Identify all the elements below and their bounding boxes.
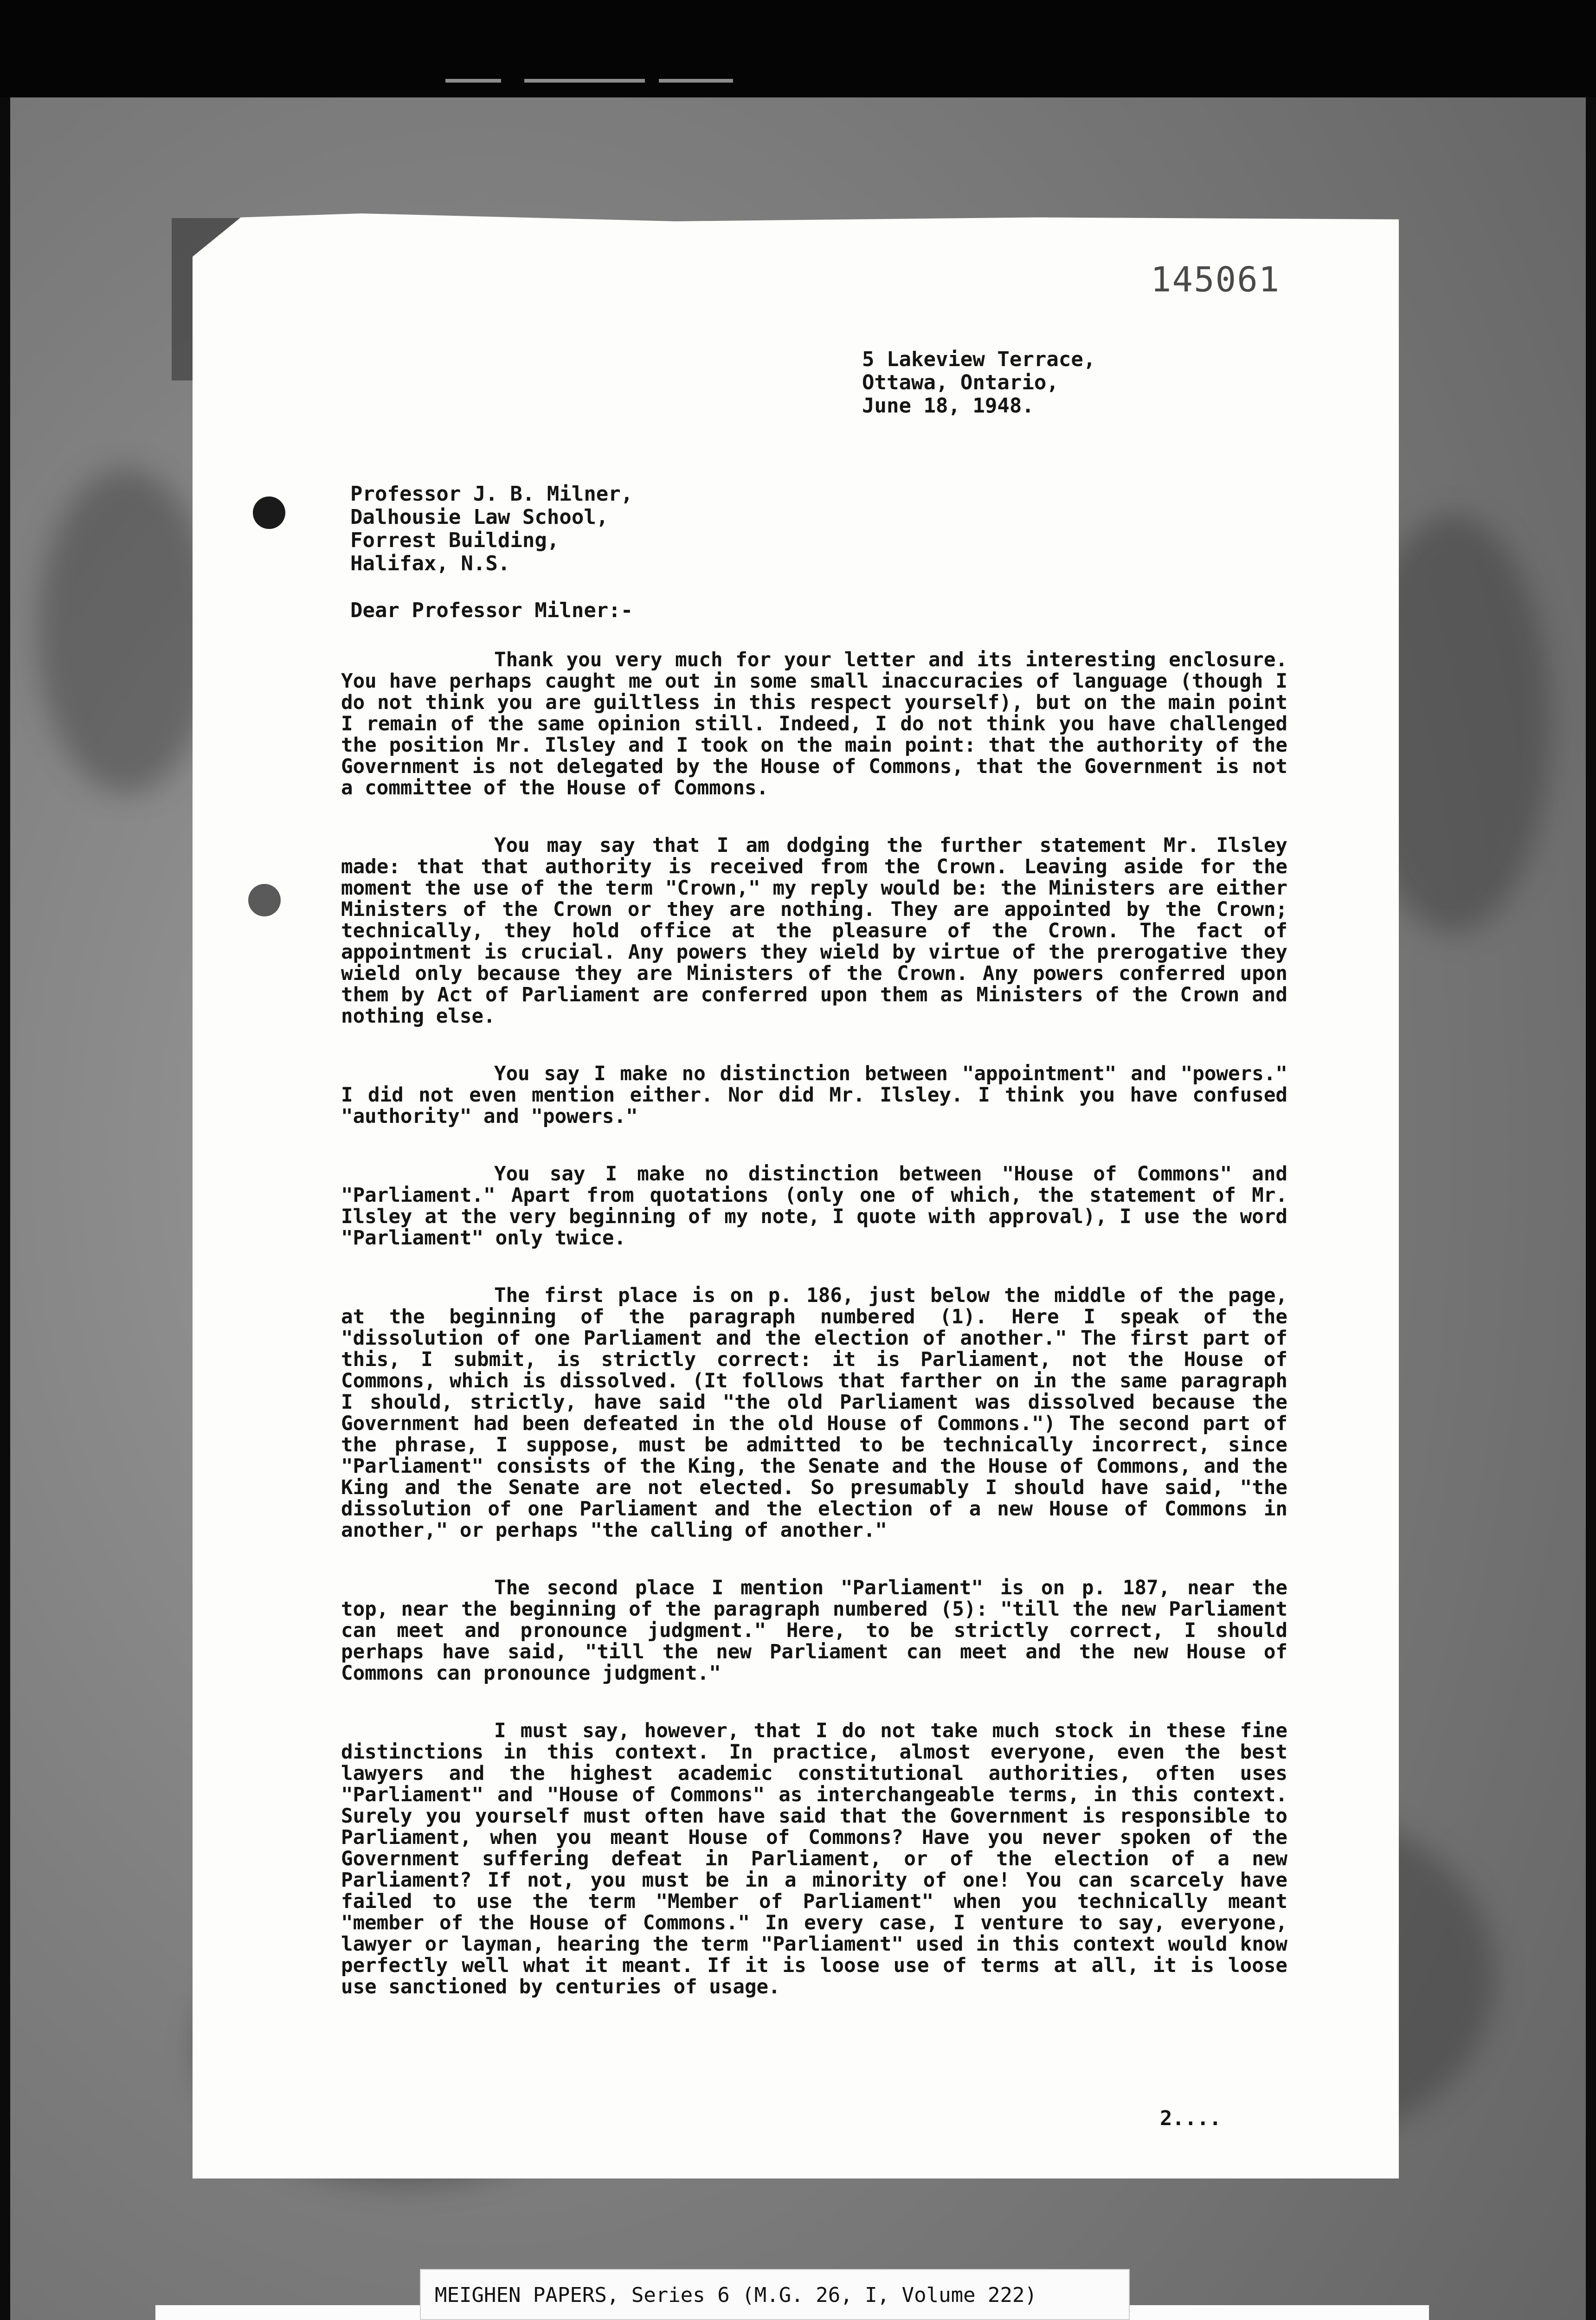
document-number: 145061 bbox=[1151, 260, 1281, 300]
letter-body bbox=[341, 650, 1287, 2034]
recipient-line: Halifax, N.S. bbox=[350, 552, 510, 575]
paragraph: Thank you very much for your letter and its interesting enclosure. You have perhaps caught me out in some small inaccuracies of language (though I do not think you are guiltless in this respect yourself), but on the main point I remain of the same opinion still. Indeed, I do not think you have challenged the position Mr. Ilsley and I took on the main point: that the authority of the Government is not delegated by the House of Commons, that the Government is not a committee of the House of Commons. bbox=[341, 649, 1287, 799]
sender-address-line: 5 Lakeview Terrace, bbox=[862, 348, 1096, 371]
sender-address bbox=[862, 348, 1095, 418]
paragraph: You may say that I am dodging the further statement Mr. Ilsley made: that that authority is received from the Crown. Leaving aside for the moment the use of the term "Crown," my reply would be: the Ministers are either Ministers of the Crown or they are nothing. They are appointed by the Crown; technically, they hold office at the pleasure of the Crown. The fact of appointment is crucial. Any powers they wield by virtue of the prerogative they wield only because they are Ministers of the Crown. Any powers conferred upon them by Act of Parliament are conferred upon them as Ministers of the Crown and nothing else. bbox=[341, 834, 1287, 1028]
page-continuation: 2.... bbox=[1160, 2107, 1222, 2130]
recipient-address bbox=[350, 483, 633, 575]
film-mark bbox=[659, 79, 733, 83]
film-top-border bbox=[0, 0, 1596, 97]
film-mark bbox=[524, 79, 645, 83]
paragraph: The second place I mention "Parliament" is on p. 187, near the top, near the beginning of the paragraph numbered (5): "till the new Parliament can meet and pronounce judgment." Here, to be strictly correct, I should perhaps have said, "till the new Parliament can meet and the new House of Commons can pronounce judgment." bbox=[341, 1577, 1287, 1685]
paragraph: You say I make no distinction between "appointment" and "powers." I did not even mention either. Nor did Mr. Ilsley. I think you have confused "authority" and "powers." bbox=[341, 1063, 1287, 1128]
punch-hole bbox=[248, 884, 281, 916]
sender-date: June 18, 1948. bbox=[862, 394, 1034, 418]
paragraph: I must say, however, that I do not take much stock in these fine distinctions in this context. In practice, almost everyone, even the best lawyers and the highest academic constitutional authorities, often uses "Parliament" and "House of Commons" as interchangeable terms, in this context. Surely you yourself must often have said that the Government is responsible to Parliament, when you meant House of Commons? Have you never spoken of the Government suffering defeat in Parliament, or of the election of a new Parliament? If not, you must be in a minority of one! You can scarcely have failed to use the term "Member of Parliament" when you technically meant "member of the House of Commons." In every case, I venture to say, everyone, lawyer or layman, hearing the term "Parliament" used in this context would know perfectly well what it meant. If it is loose use of terms at all, it is loose use sanctioned by centuries of usage. bbox=[341, 1720, 1287, 1998]
film-mark bbox=[445, 79, 501, 83]
paragraph: You say I make no distinction between "House of Commons" and "Parliament." Apart from quotations (only one of which, the statement of Mr. Ilsley at the very beginning of my note, I quote with approval), I use the word "Parliament" only twice. bbox=[341, 1163, 1287, 1250]
sender-address-line: Ottawa, Ontario, bbox=[862, 371, 1059, 394]
stain bbox=[38, 469, 214, 793]
recipient-line: Dalhousie Law School, bbox=[350, 505, 609, 529]
salutation: Dear Professor Milner:- bbox=[350, 599, 633, 622]
recipient-line: Professor J. B. Milner, bbox=[350, 482, 633, 506]
series-label: MEIGHEN PAPERS, Series 6 (M.G. 26, I, Volume 222) bbox=[420, 2269, 1130, 2320]
paragraph: The first place is on p. 186, just below the middle of the page, at the beginning of the paragraph numbered (1). Here I speak of the "dissolution of one Parliament and the election of another." The first part of this, I submit, is strictly correct: it is Parliament, not the House of Commons, which is dissolved. (It follows that farther on in the same paragraph I should, strictly, have said "the old Parliament was dissolved because the Government had been defeated in the old House of Commons.") The second part of the phrase, I suppose, must be admitted to be technically incorrect, since "Parliament" consists of the King, the Senate and the House of Commons, and the King and the Senate are not elected. So presumably I should have said, "the dissolution of one Parliament and the election of a new House of Commons in another," or perhaps "the calling of another." bbox=[341, 1284, 1287, 1542]
punch-hole bbox=[253, 496, 285, 529]
recipient-line: Forrest Building, bbox=[350, 528, 560, 552]
